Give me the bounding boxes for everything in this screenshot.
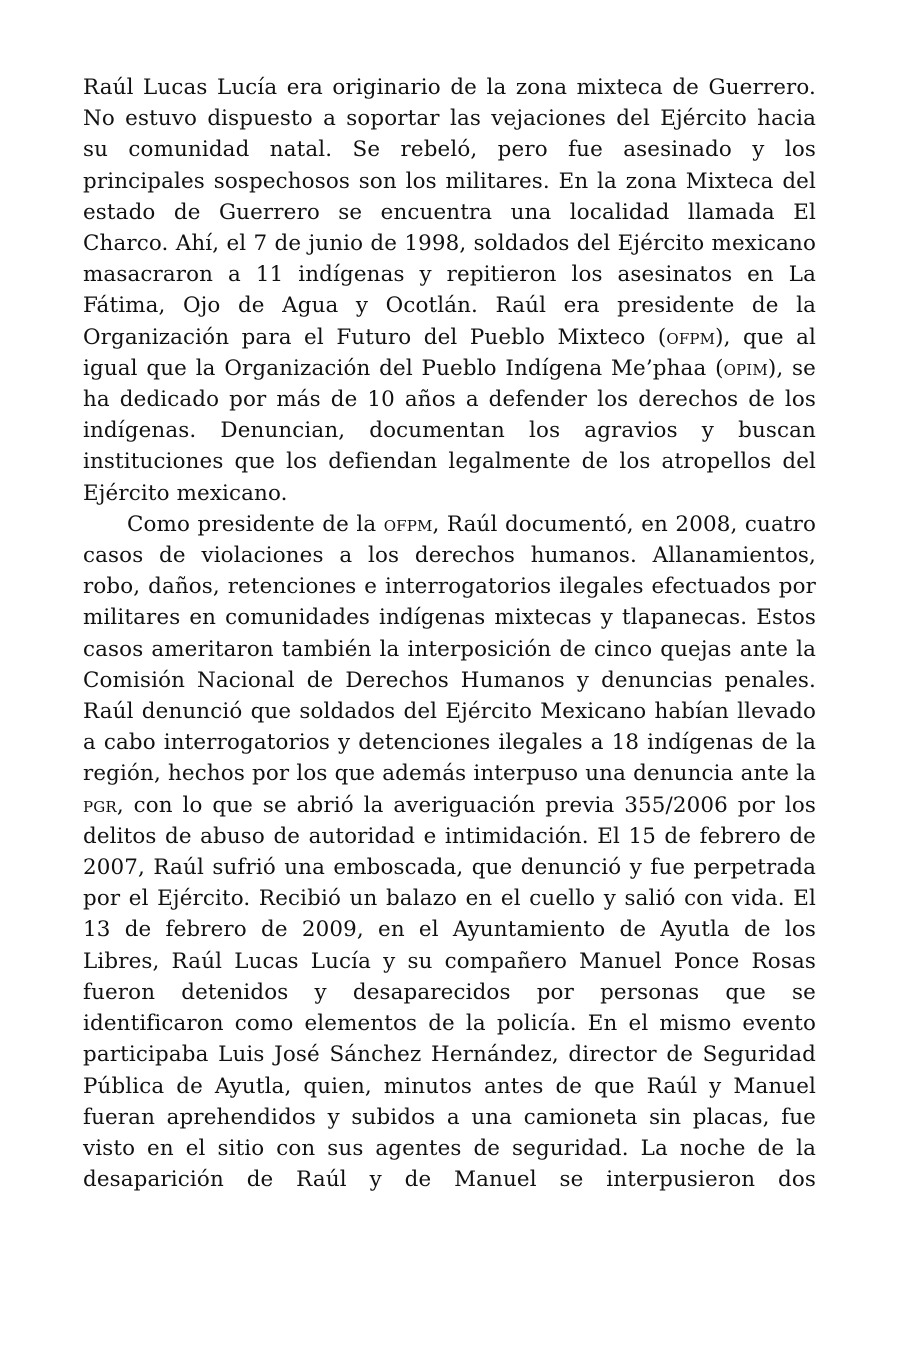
acronym-ofpm: ofpm: [383, 511, 433, 536]
paragraph-1-text: ), que al igual que la Organización del Pueblo Indígena Me’phaa (: [83, 324, 816, 381]
paragraph-2-text: , con lo que se abrió la averiguación previa 355/2006 por los delitos de abuso de autoridad e intimidación. El 15 de febrero de 2007, Raúl sufrió una emboscada, que denunció y fue perpetrada por el Ejército. Recibió un balazo en el cuello y salió con vida. El 13 de febrero de 2009, en el Ayuntamiento de Ayutla de los Libres, Raúl Lucas Lucía y su compañero Manuel Ponce Rosas fueron detenidos y desaparecidos por personas que se identificaron como elementos de la policía. En el mismo evento participaba Luis José Sánchez Hernández, director de Seguridad Pública de Ayutla, quien, minutos antes de que Raúl y Manuel fueran aprehendidos y subidos a una camioneta sin placas, fue visto en el sitio con sus agentes de seguridad. La noche de la desaparición de Raúl y de Manuel se interpusieron dos: [83, 792, 816, 1193]
acronym-opim: opim: [723, 355, 768, 380]
paragraph-1: [83, 72, 816, 509]
paragraph-2: [83, 509, 816, 1195]
paragraph-2-text: Como presidente de la: [127, 511, 384, 537]
paragraph-1-text: ), se ha dedicado por más de 10 años a defender los derechos de los indígenas. Denuncian, documentan los agravios y buscan instituciones que los defiendan legalmente de los atropellos del Ejército mexicano.: [83, 355, 816, 506]
acronym-ofpm: ofpm: [666, 324, 716, 349]
acronym-pgr: pgr: [83, 792, 117, 817]
paragraph-2-text: , Raúl documentó, en 2008, cuatro casos de violaciones a los derechos humanos. Allanamientos, robo, daños, retenciones e interrogatorios ilegales efectuados por militares en comunidades indígenas mixtecas y tlapanecas. Estos casos ameritaron también la interposición de cinco quejas ante la Comisión Nacional de Derechos Humanos y denuncias penales. Raúl denunció que soldados del Ejército Mexicano habían llevado a cabo interrogatorios y detenciones ilegales a 18 indígenas de la región, hechos por los que además interpuso una denuncia ante la: [83, 511, 816, 787]
book-page-body: [83, 72, 816, 1195]
paragraph-1-text: Raúl Lucas Lucía era originario de la zona mixteca de Guerrero. No estuvo dispuesto a soportar las vejaciones del Ejército hacia su comunidad natal. Se rebeló, pero fue asesinado y los principales sospechosos son los militares. En la zona Mixteca del estado de Guerrero se encuentra una localidad llamada El Charco. Ahí, el 7 de junio de 1998, soldados del Ejército mexicano masacraron a 11 indígenas y repitieron los asesinatos en La Fátima, Ojo de Agua y Ocotlán. Raúl era presidente de la Organización para el Futuro del Pueblo Mixteco (: [83, 75, 816, 350]
